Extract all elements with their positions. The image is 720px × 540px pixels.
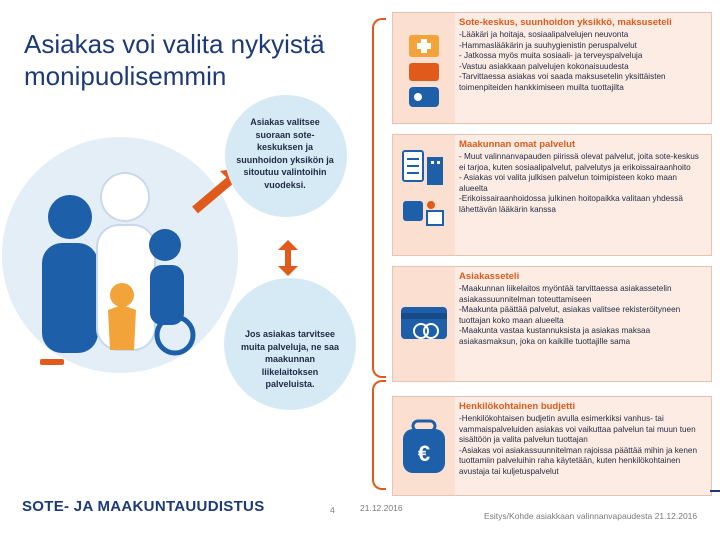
card-heading: Sote-keskus, suunhoidon yksikkö, maksuseteli: [459, 17, 672, 28]
bracket: [372, 380, 386, 490]
card-item: -Hammaslääkärin ja suuhygienistin peruspalvelut: [459, 40, 637, 50]
card-item: -Erikoissairaanhoidossa julkinen hoitopaikka valitaan yhdessä lähettävän lääkärin kanssa: [459, 194, 683, 214]
card-item: -Maakunta vastaa kustannuksista ja asiakas maksaa asiakasmaksun, joka on kaikille tuottajille sama: [459, 326, 651, 346]
footer-logo: SOTE- JA MAAKUNTAUUDISTUS: [22, 498, 265, 515]
card-item: -Lääkäri ja hoitaja, sosiaalipalvelujen neuvonta: [459, 30, 629, 39]
card-heading: Maakunnan omat palvelut: [459, 139, 576, 150]
dental-icon: [405, 31, 443, 111]
svg-text:€: €: [417, 441, 431, 466]
card-heading: Asiakasseteli: [459, 271, 520, 282]
card-item: - Muut valinnanvapauden piirissä olevat palvelut, joita sote-keskus ei tarjoa, kuten sosiaalipalvelut, palvelutys ja erikoissairaanhoito: [459, 152, 699, 172]
bubble-bottom-text: Jos asiakas tarvitsee muita palveluja, ne saa maakunnan liikelaitoksen palveluista.: [240, 329, 340, 389]
bubble-top-text: Asiakas valitsee suoraan sote-keskuksen ja suunhoidon yksikön ja sitoutuu valintoihin vuodeksi.: [236, 117, 334, 190]
bracket: [372, 18, 386, 378]
card-sote-keskus: [392, 12, 712, 124]
card-item: -Tarvittaessa asiakas voi saada maksusetelin yksittäisten toimenpiteiden hankkimiseen muilta tuottajilta: [459, 72, 666, 92]
card-icon-box: [393, 135, 455, 255]
card-item: - Asiakas voi valita julkisen palvelun toimipisteen koko maan alueelta: [459, 173, 677, 193]
checklist-icon: [401, 149, 447, 245]
euro-wallet-icon: [401, 419, 447, 477]
card-icon-box: [393, 13, 455, 123]
card-henkilokohtainen-budjetti: [392, 396, 712, 496]
card-asiakasseteli: [392, 266, 712, 382]
card-item: -Maakunnan liikelaitos myöntää tarvittaessa asiakassetelin asiakassuunnitelman toteuttamiseen: [459, 284, 672, 304]
card-maakunta: [392, 134, 712, 256]
card-heading: Henkilökohtainen budjetti: [459, 401, 576, 412]
card-item: -Maakunta päättää palvelut, asiakas valitsee rekisteröityneen tuottajan koko maan alueelta: [459, 305, 681, 325]
card-item: - Jatkossa myös muita sosiaali- ja terveyspalveluja: [459, 51, 643, 61]
footer-date: 21.12.2016: [360, 503, 403, 513]
accent-line: [710, 490, 720, 492]
card-icon-box: [393, 267, 455, 381]
page-number: 4: [330, 505, 335, 515]
voucher-card-icon: [399, 303, 449, 343]
card-item: -Asiakas voi asiakassuunnitelman rajoissa päättää mihin ja kenen tuottamiin palveluihin raha käytetään, kuten henkilökohtainen avustaja tai kuljetuspalvelut: [459, 445, 698, 476]
arrow-updown-icon: [276, 240, 300, 276]
family-icon: [0, 105, 240, 380]
card-item: -Henkilökohtaisen budjetin avulla esimerkiksi vanhus- tai vammaispalveluiden asiakas voi vaikuttaa palvelun tai muun tuen sisältöön ja valita palvelun tuottajan: [459, 414, 696, 445]
footer-right-text: Esitys/Kohde asiakkaan valinnanvapaudesta 21.12.2016: [484, 511, 698, 521]
card-item: -Vastuu asiakkaan palvelujen kokonaisuudesta: [459, 61, 629, 71]
card-icon-box: [393, 397, 455, 495]
page-title: Asiakas voi valita nykyistä monipuolisemmin: [24, 29, 325, 91]
